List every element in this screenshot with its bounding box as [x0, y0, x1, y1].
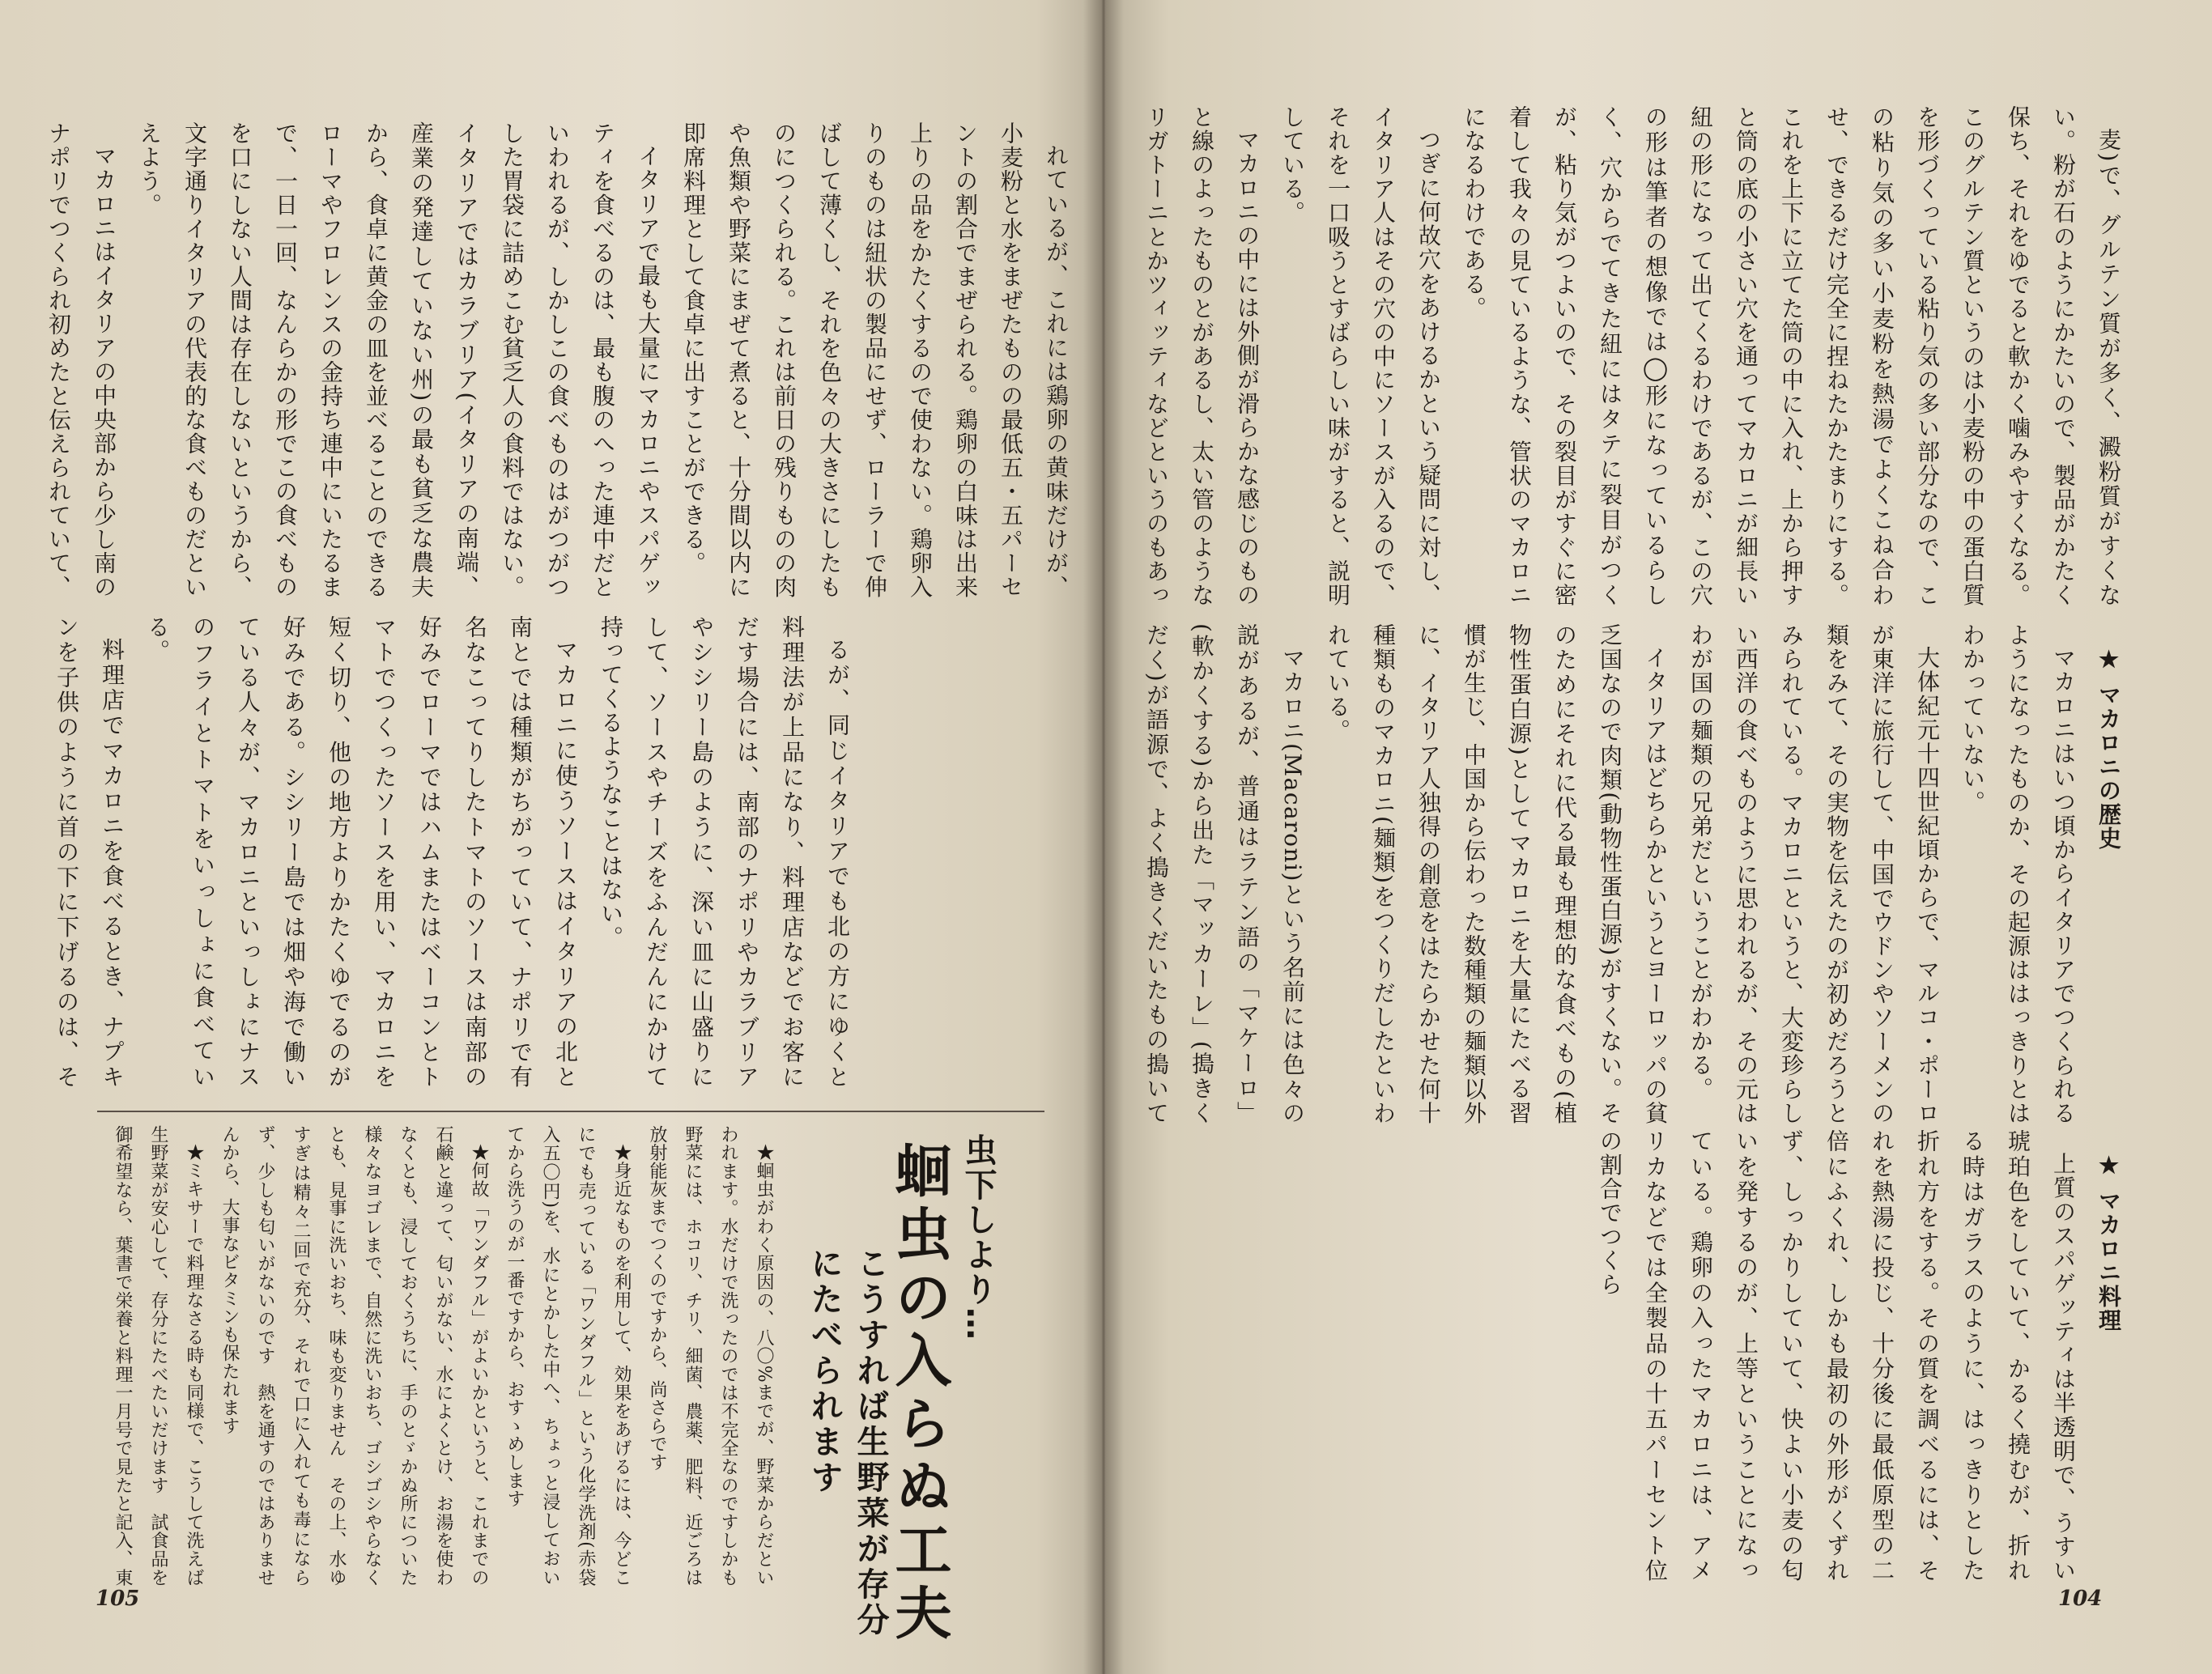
- left-middle-paragraph-1: るが、同じイタリアでも北の方にゆくと料理法が上品になり、料理店などでお客にだす場合には、南部のナポリやカラブリアやシシリー島のように、深い皿に山盛りにして、ソースやチーズをふんだんにかけて持ってくるようなことはない。: [598, 615, 851, 1089]
- right-top-paragraph-2: つぎに何故穴をあけるかという疑問に対し、イタリア人はその穴の中にソースが入るので、それを一口吸うとすばらしい味がすると、説明している。: [1279, 105, 1442, 607]
- feature-subtitle: こうすれば生野菜が存分にたべられます: [806, 1247, 889, 1638]
- right-top-paragraph-3: マカロニの中には外側が滑らかな感じのものと線のよったものとがあるし、太い管のようなリガトーニとかツィッティなどというのもあっ: [1143, 105, 1261, 607]
- heading-macaroni-cooking: ★ マカロニ料理: [2095, 1152, 2122, 1332]
- left-top-paragraph-2: イタリアで最も大量にマカロニやスパゲッティを食べるのは、最も腹のへった連中だといわれるが、しかしこの食べものはがつがつした胃袋に詰めこむ貧乏人の食料ではない。イタリアではカラブリア(イタリアの南端、産業の発達していない州)の最も貧乏な農夫から、食卓に黄金の皿を並べることのできるローマやフロレンスの金持ち連中にいたるまで、一日一回、なんらかの形でこの食べものを口にしない人間は存在しないというから、文字通りイタリアの代表的な食べものだといえよう。: [136, 121, 661, 599]
- right-page: [1103, 0, 2212, 1674]
- feature-paragraph-2: ★身近なものを利用して、効果をあげるには、今どこにでも売っている「ワンダフル」という化学洗剤(赤袋入五〇円)を、水にとかした中へ、ちょっと浸しておいてから洗うのが一番ですから、おすゝめします: [504, 1125, 632, 1587]
- left-top-paragraph-1: れているが、これには鶏卵の黄味だけが、小麦粉と水をまぜたものの最低五・五パーセントの割合でまぜられる。鶏卵の白味は出来上りの品をかたくするので使わない。鶏卵入りのものは紐状の製品にせず、ローラーで伸ばして薄くし、それを色々の大きさにしたものにつくられる。これは前日の残りものの肉や魚類や野菜にまぜて煮ると、十分間以内に即席料理として食卓に出すことができる。: [680, 121, 1070, 599]
- right-top-paragraph-1: 麦)で、グルテン質が多く、澱粉質がすくない。粉が石のようにかたいので、製品がかたく保ち、それをゆでると軟かく噛みやすくなる。このグルテン質というのは小麦粉の中の蛋白質を形づくっている粘り気の多い部分なので、この粘り気の多い小麦粉を熱湯でよくこね合わせ、できるだけ完全に捏ねたかたまりにする。これを上下に立てた筒の中に入れ、上から押すと筒の底の小さい穴を通ってマカロニが細長い紐の形になって出てくるわけであるが、この穴の形は筆者の想像では◯形になっているらしく、穴からでてきた紐にはタテに裂目がつくが、粘り気がつよいので、その裂目がすぐに密着して我々の見ているような、管状のマカロニになるわけである。: [1461, 105, 2122, 607]
- right-middle-column-block: [1143, 623, 2131, 1125]
- left-middle-paragraph-3: 料理店でマカロニを食べるとき、ナプキンを子供のように首の下に下げるのは、そ: [53, 615, 125, 1089]
- feature-kicker: 虫下しより…: [959, 1133, 997, 1342]
- right-top-column-block: [1143, 105, 2131, 607]
- right-bottom-paragraph-1: 上質のスパゲッティは半透明で、うすい琥珀色をしていて、かるく撓むが、折れる時はガラスのように、はっきりとした折れ方をする。その質を調べるには、それを熱湯に投じ、十分後に最低原型の二倍にふくれ、しかも最初の外形がくずれず、しっかりしていて、快よい小麦の匂いを発するのが、上等ということになっている。鶏卵の入ったマカロニは、アメリカなどでは全製品の十五パーセント位の割合でつくら: [1597, 1129, 2077, 1583]
- book-gutter: [1083, 0, 1124, 1674]
- feature-top-rule: [97, 1111, 1044, 1112]
- right-page-number: 104: [2058, 1587, 2103, 1611]
- right-middle-paragraph-4: マカロニ(Macaroni)という名前には色々の説があるが、普通はラテン語の「マケーロ」(軟かくする)から出た「マッカーレ」(搗きくだく)が語源で、よく搗きくだいたもの搗いて: [1143, 623, 1306, 1125]
- left-page-number: 105: [96, 1587, 140, 1611]
- left-middle-paragraph-2: マカロニに使うソースはイタリアの北と南とでは種類がちがっていて、ナポリで有名なこってりしたトマトのソースは南部の好みでローマではハムまたはベーコンとトマトでつくったソースを用い、マカロニを短く切り、他の地方よりかたくゆでるのが好みである。シシリー島では畑や海で働いている人々が、マカロニといっしょにナスのフライとトマトをいっしょに食べている。: [144, 615, 579, 1089]
- right-middle-paragraph-2: 大体紀元十四世紀頃からで、マルコ・ポーロが東洋に旅行して、中国でウドンやソーメンの類をみて、その実物を伝えたのが初めだろうとみられている。マカロニというと、大変珍らしい西洋の食べものように思われるが、その元はわが国の麺類の兄弟だということがわかる。: [1687, 623, 1941, 1125]
- right-bottom-column-block: [1143, 1129, 2131, 1583]
- feature-paragraph-1: ★蛔虫がわく原因の、八〇%までが、野菜からだといわれます。水だけで洗ったのでは不完全なのですしかも野菜には、ホコリ、チリ、細菌、農薬、肥料、近ごろは放射能灰までつくのですから、尚さらです: [647, 1125, 774, 1587]
- right-middle-paragraph-1: マカロニはいつ頃からイタリアでつくられるようになったものか、その起源ははっきりとはわかっていない。: [1959, 623, 2077, 1125]
- heading-macaroni-history: ★ マカロニの歴史: [2095, 646, 2122, 851]
- left-middle-column-block: [34, 615, 860, 1089]
- feature-body: [101, 1125, 781, 1587]
- left-top-column-block: [34, 121, 1078, 599]
- right-middle-paragraph-3: イタリアはどちらかというとヨーロッパの貧乏国なので肉類(動物性蛋白源)がすくない。そのためにそれに代る最も理想的な食べもの(植物性蛋白源)としてマカロニを大量にたべる習慣が生じ、中国から伝わった数種類の麺類以外に、イタリア人独得の創意をはたらかせた何十種類ものマカロニ(麺類)をつくりだしたといわれている。: [1325, 623, 1669, 1125]
- left-top-paragraph-3: マカロニはイタリアの中央部から少し南のナポリでつくられ初めたと伝えられていて、: [45, 121, 117, 599]
- feature-paragraph-4: ★ミキサーで料理なさる時も同様で、こうして洗えば生野菜が安心して、存分にたべたいだけます 試食品を御希望なら、葉書で栄養と料理一月号で見たと記入、東: [113, 1125, 204, 1587]
- feature-title: 蛔虫の入らぬ工夫: [886, 1141, 952, 1646]
- left-page: [0, 0, 1103, 1674]
- feature-paragraph-3: ★何故「ワンダフル」がよいかというと、これまでの石鹸と違って、匂いがない、水によくとけ、お湯を使わなくとも、浸しておくうちに、手のとゞかぬ所についた様々なヨゴレまで、自然に洗いおち、ゴシゴシやらなくとも、見事に洗いおち、味も変りません その上、水ゆすぎは精々二回で充分、それで口に入れても毒にならず、少しも匂いがないのです 熱を通すのではありませんから、大事なビタミンも保たれます: [219, 1125, 489, 1587]
